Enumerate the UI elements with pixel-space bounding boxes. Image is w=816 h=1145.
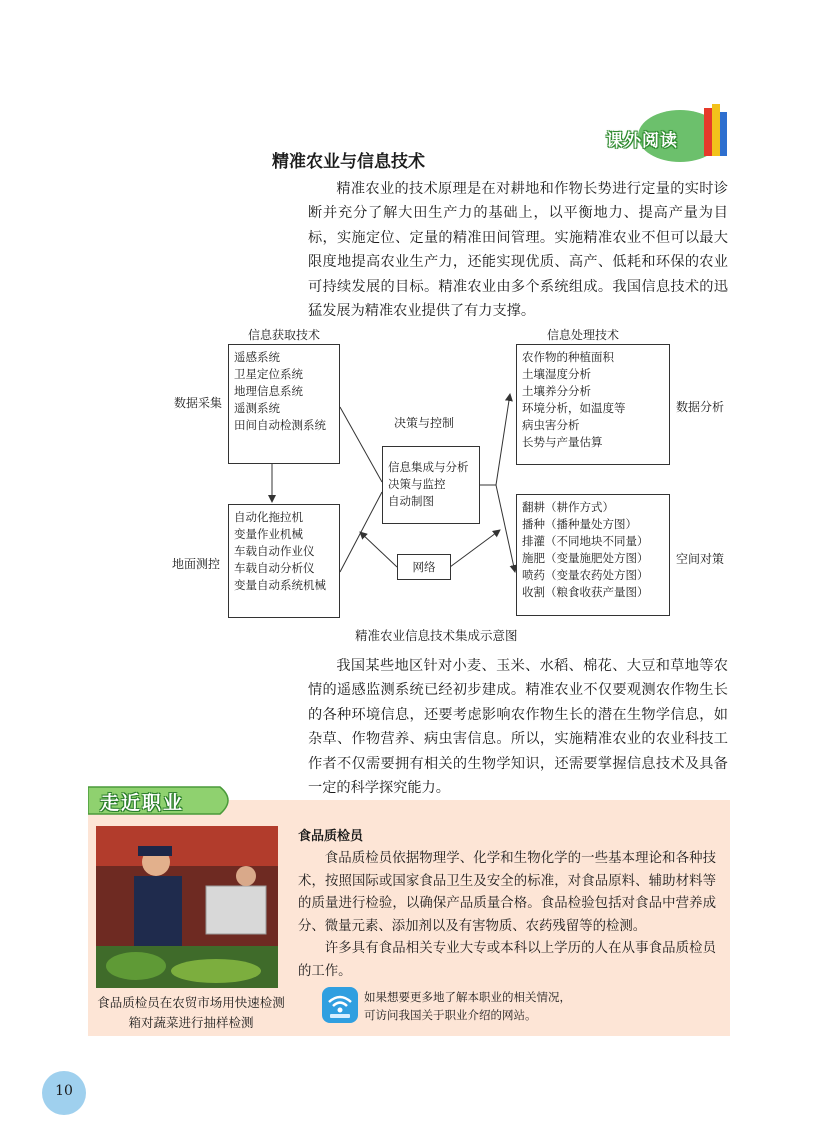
box-acquisition	[228, 344, 340, 464]
second-paragraph	[308, 654, 728, 800]
list-item: 田间自动检测系统	[234, 418, 326, 432]
list-item: 卫星定位系统	[234, 367, 303, 381]
intro-text: 精准农业的技术原理是在对耕地和作物长势进行定量的实时诊断并充分了解大田生产力的基础上，以平衡地力、提高产量为目标，实施定位、定量的精准田间管理。实施精准农业不但可以最大限度地提高农业生产力，还能实现优质、高产、低耗和环保的农业可持续发展的目标。精准农业由多个系统组成。我国信息技术的迅猛发展为精准农业提供了有力支撑。	[308, 181, 728, 320]
label-data-collection: 数据采集	[174, 396, 223, 410]
job-paragraph-2: 许多具有食品相关专业大专或本科以上学历的人在从事食品质检员的工作。	[298, 941, 716, 979]
label-decision: 决策与控制	[394, 416, 455, 430]
label-spatial: 空间对策	[676, 552, 725, 566]
box-center	[382, 446, 480, 524]
career-section-title: 走近职业	[100, 792, 185, 814]
intro-paragraph	[308, 177, 728, 323]
header-acquisition: 信息获取技术	[248, 328, 321, 342]
list-item: 收割（粮食收获产量图）	[522, 585, 649, 599]
box-analysis	[516, 344, 670, 465]
list-item: 土壤湿度分析	[522, 367, 591, 381]
article-title: 精准农业与信息技术	[272, 152, 425, 172]
list-item: 变量自动系统机械	[234, 578, 326, 592]
list-item: 环境分析，如温度等	[522, 401, 626, 415]
inspector-photo	[96, 826, 278, 988]
career-section-header	[88, 784, 238, 816]
second-paragraph-text: 我国某些地区针对小麦、玉米、水稻、棉花、大豆和草地等农情的遥感监测系统已经初步建成。精准农业不仅要观测农作物生长的各种环境信息，还要考虑影响农作物生长的潜在生物学信息，如杂草、作物营养、病虫害信息。所以，实施精准农业的农业科技工作者不仅需要拥有相关的生物学知识，还需要掌握信息技术及具备一定的科学探究能力。	[308, 658, 728, 797]
list-item: 排灌（不同地块不同量）	[522, 534, 649, 548]
list-item: 长势与产量估算	[522, 435, 603, 449]
info-note	[364, 988, 694, 1024]
header-processing: 信息处理技术	[547, 328, 620, 342]
list-item: 信息集成与分析	[388, 460, 469, 474]
website-icon	[321, 986, 359, 1024]
job-description	[298, 848, 716, 984]
list-item: 播种（播种量处方图）	[522, 517, 637, 531]
label-ground-control: 地面测控	[172, 557, 221, 571]
box-network: 网络	[397, 554, 451, 580]
list-item: 车载自动作业仪	[234, 544, 315, 558]
page-number: 10	[55, 1083, 73, 1099]
list-item: 农作物的种植面积	[522, 350, 614, 364]
integration-diagram	[160, 322, 760, 647]
list-item: 决策与监控	[388, 477, 446, 491]
box-ground	[228, 504, 340, 618]
wifi-icon	[321, 986, 359, 1024]
job-paragraph-1: 食品质检员依据物理学、化学和生物化学的一些基本理论和各种技术，按照国际或国家食品卫生及安全的标准，对食品原料、辅助材料等的质量进行检验，以确保产品质量合格。食品检验包括对食品中营养成分、微量元素、添加剂以及有害物质、农药残留等的检测。	[298, 851, 716, 934]
list-item: 施肥（变量施肥处方图）	[522, 551, 649, 565]
list-item: 遥测系统	[234, 401, 280, 415]
list-item: 病虫害分析	[522, 418, 580, 432]
list-item: 车载自动分析仪	[234, 561, 315, 575]
label-data-analysis: 数据分析	[676, 400, 725, 414]
info-note-line-2: 可访问我国关于职业介绍的网站。	[364, 1008, 537, 1022]
info-note-line-1: 如果想要更多地了解本职业的相关情况，	[364, 990, 571, 1004]
diagram-caption: 精准农业信息技术集成示意图	[355, 628, 518, 643]
list-item: 自动制图	[388, 494, 434, 508]
list-item: 地理信息系统	[234, 384, 303, 398]
list-item: 翻耕（耕作方式）	[522, 500, 614, 514]
page-number-badge	[42, 1071, 86, 1115]
box-spatial	[516, 494, 670, 616]
section-badge	[600, 102, 730, 164]
photo-caption: 食品质检员在农贸市场用快速检测箱对蔬菜进行抽样检测	[97, 995, 285, 1030]
job-title: 食品质检员	[298, 829, 364, 844]
list-item: 遥感系统	[234, 350, 280, 364]
market-inspection-image	[96, 826, 278, 988]
list-item: 自动化拖拉机	[234, 510, 303, 524]
list-item: 喷药（变量农药处方图）	[522, 568, 649, 582]
list-item: 土壤养分分析	[522, 384, 591, 398]
section-badge-label: 课外阅读	[606, 131, 678, 151]
list-item: 变量作业机械	[234, 527, 303, 541]
